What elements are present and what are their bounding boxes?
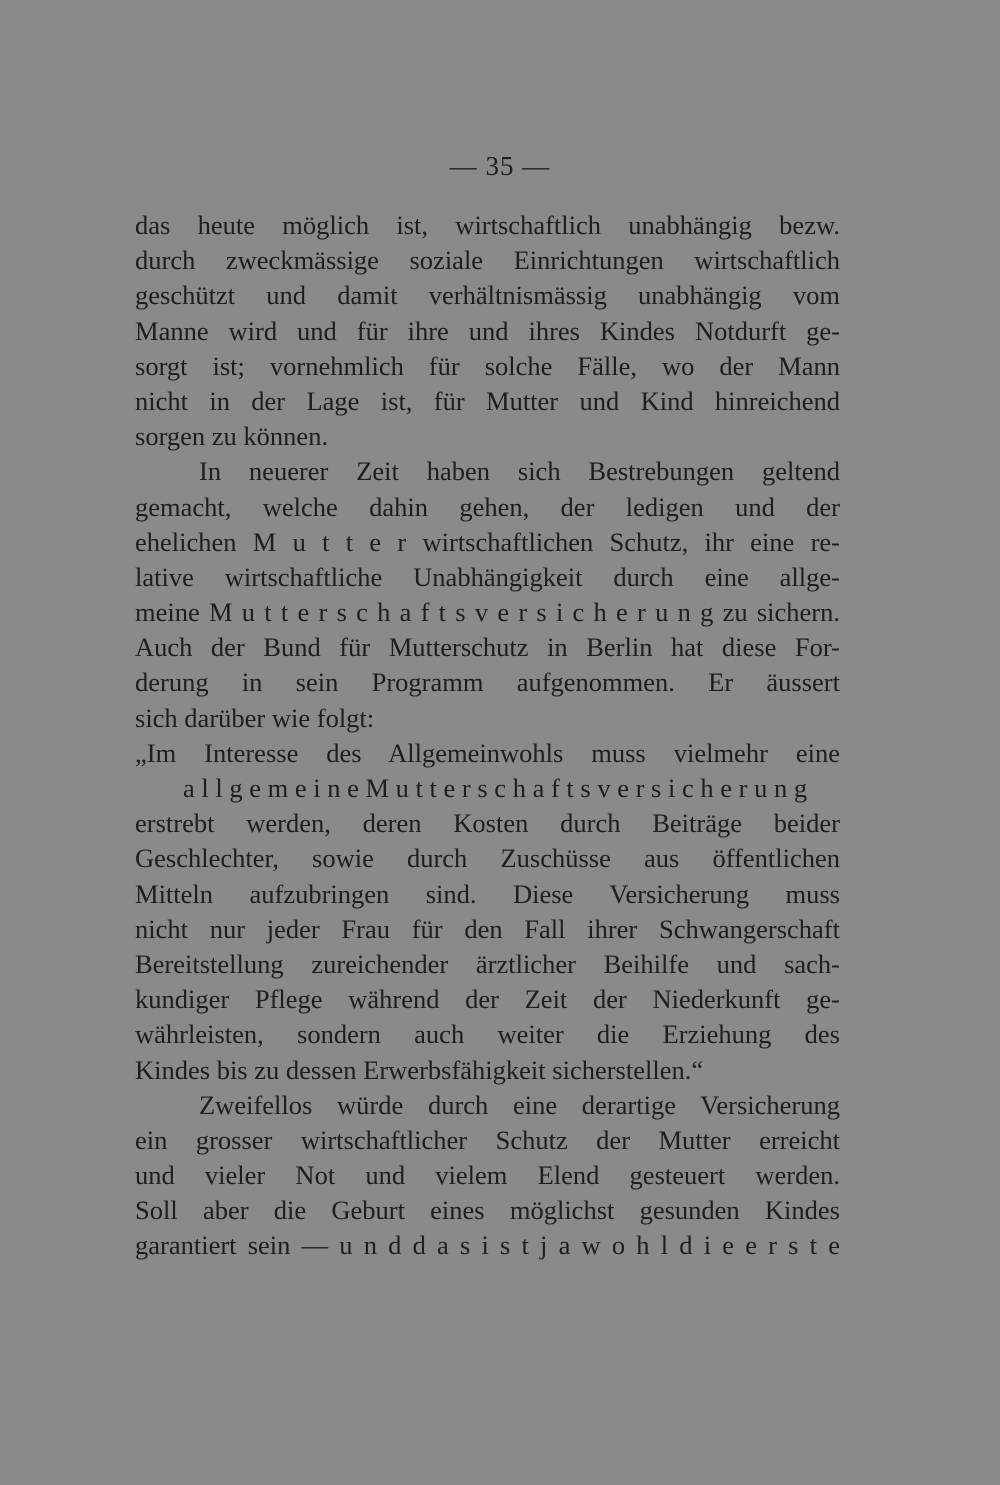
- quote-line: erstrebt werden, deren Kosten durch Beiträge beider: [135, 808, 840, 839]
- quote-line: kundiger Pflege während der Zeit der Niederkunft ge-: [135, 984, 840, 1015]
- text-line: Auch der Bund für Mutterschutz in Berlin hat diese For-: [135, 632, 840, 663]
- text-line: garantiert sein — u n d d a s i s t j a w o h l d i e e r s t e: [135, 1230, 840, 1261]
- quote-line: nicht nur jeder Frau für den Fall ihrer Schwangerschaft: [135, 913, 840, 944]
- quote-line: Geschlechter, sowie durch Zuschüsse aus öffentlichen: [135, 843, 840, 874]
- text-line: sorgen zu können.: [135, 421, 329, 452]
- text-line: geschützt und damit verhältnismässig unabhängig vom: [135, 280, 840, 311]
- text-line: Manne wird und für ihre und ihres Kindes Notdurft ge-: [135, 315, 840, 346]
- text-line: meine M u t t e r s c h a f t s v e r s i c h e r u n g zu sichern.: [135, 597, 840, 628]
- text-line: und vieler Not und vielem Elend gesteuert werden.: [135, 1160, 840, 1191]
- text-line: lative wirtschaftliche Unabhängigkeit durch eine allge-: [135, 561, 840, 592]
- quote-line: Kindes bis zu dessen Erwerbsfähigkeit sicherstellen.“: [135, 1054, 704, 1085]
- quote-line: „Im Interesse des Allgemeinwohls muss vielmehr eine: [135, 737, 840, 768]
- quote-line: a l l g e m e i n e M u t t e r s c h a f t s v e r s i c h e r u n g: [183, 773, 808, 803]
- text-line: Zweifellos würde durch eine derartige Versicherung: [199, 1089, 840, 1120]
- text-line: sich darüber wie folgt:: [135, 702, 375, 733]
- text-line: Soll aber die Geburt eines möglichst gesunden Kindes: [135, 1195, 840, 1226]
- body-text: [135, 208, 840, 1264]
- text-line: gemacht, welche dahin gehen, der ledigen und der: [135, 491, 840, 522]
- text-line: durch zweckmässige soziale Einrichtungen wirtschaftlich: [135, 245, 840, 276]
- quote-line: währleisten, sondern auch weiter die Erziehung des: [135, 1019, 840, 1050]
- page-number: — 35 —: [449, 151, 551, 181]
- text-line: ehelichen M u t t e r wirtschaftlichen Schutz, ihr eine re-: [135, 526, 840, 557]
- quote-line: Mitteln aufzubringen sind. Diese Versicherung muss: [135, 878, 840, 909]
- text-line: das heute möglich ist, wirtschaftlich unabhängig bezw.: [135, 210, 840, 240]
- text-line: sorgt ist; vornehmlich für solche Fälle, wo der Mann: [135, 350, 840, 381]
- text-line: ein grosser wirtschaftlicher Schutz der Mutter erreicht: [135, 1124, 840, 1155]
- text-line: In neuerer Zeit haben sich Bestrebungen geltend: [199, 456, 840, 487]
- quote-line: Bereitstellung zureichender ärztlicher Beihilfe und sach-: [135, 948, 840, 979]
- text-line: derung in sein Programm aufgenommen. Er äussert: [135, 667, 840, 698]
- text-line: nicht in der Lage ist, für Mutter und Kind hinreichend: [135, 385, 840, 416]
